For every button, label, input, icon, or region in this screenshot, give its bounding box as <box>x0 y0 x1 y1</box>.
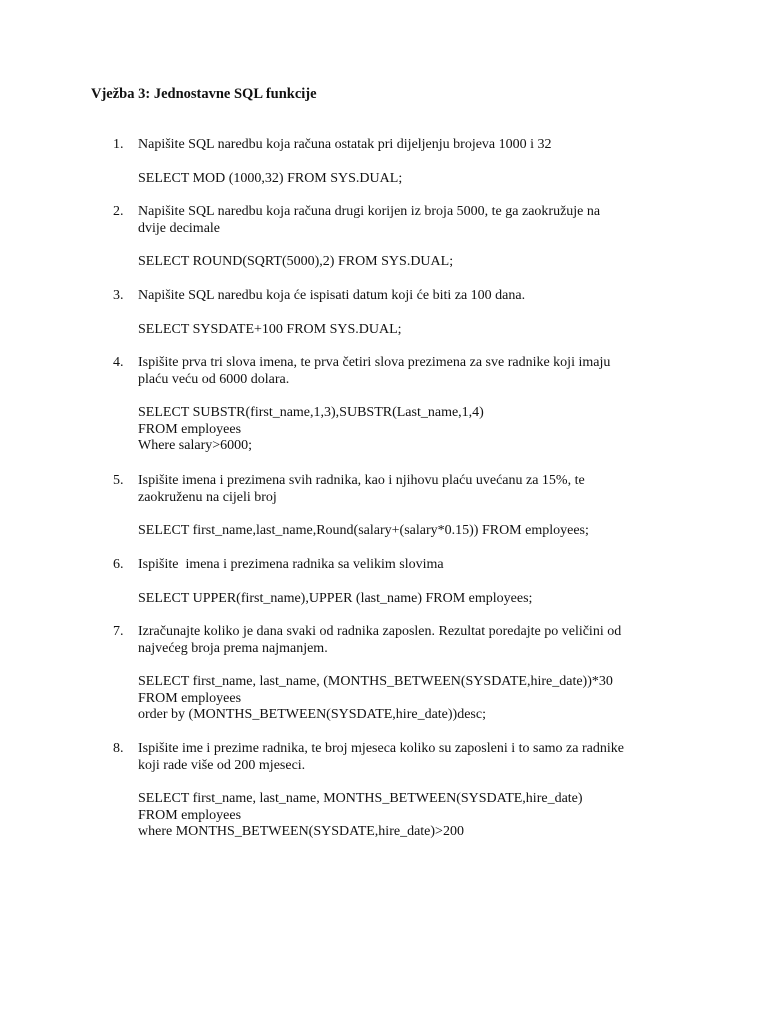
question-line: plaću veću od 6000 dolara. <box>138 371 290 387</box>
exercise-number: 1. <box>113 137 124 152</box>
question-line: koji rade više od 200 mjeseci. <box>138 757 306 773</box>
sql-code <box>138 171 698 188</box>
question-line: Ispišite prva tri slova imena, te prva četiri slova prezimena za sve radnike koji imaju <box>138 355 611 370</box>
code-line: Where salary>6000; <box>138 438 253 453</box>
exercise-question <box>138 473 678 506</box>
exercise-question <box>138 355 678 388</box>
exercise-question <box>138 557 678 574</box>
question-line: Napišite SQL naredbu koja računa ostatak pri dijeljenju brojeva 1000 i 32 <box>138 137 552 152</box>
question-line: dvije decimale <box>138 220 221 236</box>
exercise-question <box>138 624 678 657</box>
exercise-question <box>138 288 678 305</box>
code-line: FROM employees <box>138 690 242 706</box>
code-line: SELECT SUBSTR(first_name,1,3),SUBSTR(Last_name,1,4) <box>138 405 484 420</box>
question-line: Ispišite ime i prezime radnika, te broj mjeseca koliko su zaposleni i to samo za radnike <box>138 741 624 756</box>
question-line: zaokruženu na cijeli broj <box>138 489 277 505</box>
question-line: Ispišite imena i prezimena svih radnika, kao i njihovu plaću uvećanu za 15%, te <box>138 473 585 488</box>
exercise-number: 7. <box>113 624 124 639</box>
sql-code <box>138 523 698 540</box>
sql-code <box>138 405 698 455</box>
sql-code <box>138 674 698 724</box>
exercise-question <box>138 204 678 237</box>
question-line: Napišite SQL naredbu koja računa drugi korijen iz broja 5000, te ga zaokružuje na <box>138 204 601 219</box>
document-title: Vježba 3: Jednostavne SQL funkcije <box>91 86 317 102</box>
exercise-number: 2. <box>113 204 124 219</box>
sql-code <box>138 591 698 608</box>
code-line: SELECT UPPER(first_name),UPPER (last_name) FROM employees; <box>138 591 533 606</box>
sql-code <box>138 322 698 339</box>
code-line: SELECT SYSDATE+100 FROM SYS.DUAL; <box>138 322 402 337</box>
code-line: SELECT MOD (1000,32) FROM SYS.DUAL; <box>138 171 403 186</box>
sql-code <box>138 791 698 841</box>
question-line: Napišite SQL naredbu koja će ispisati datum koji će biti za 100 dana. <box>138 288 526 303</box>
code-line: FROM employees <box>138 807 242 823</box>
question-line: najvećeg broja prema najmanjem. <box>138 640 328 656</box>
exercise-number: 6. <box>113 557 124 572</box>
exercise-question <box>138 137 678 154</box>
exercise-question <box>138 741 678 774</box>
code-line: order by (MONTHS_BETWEEN(SYSDATE,hire_date))desc; <box>138 707 486 722</box>
exercise-number: 4. <box>113 355 124 370</box>
code-line: FROM employees <box>138 421 242 437</box>
question-line: Ispišite imena i prezimena radnika sa velikim slovima <box>138 557 444 572</box>
code-line: where MONTHS_BETWEEN(SYSDATE,hire_date)>200 <box>138 824 464 839</box>
question-line: Izračunajte koliko je dana svaki od radnika zaposlen. Rezultat poredajte po veličini od <box>138 624 622 639</box>
exercise-number: 8. <box>113 741 124 756</box>
code-line: SELECT ROUND(SQRT(5000),2) FROM SYS.DUAL; <box>138 254 454 269</box>
code-line: SELECT first_name, last_name, MONTHS_BETWEEN(SYSDATE,hire_date) <box>138 791 583 806</box>
exercise-number: 5. <box>113 473 124 488</box>
code-line: SELECT first_name,last_name,Round(salary+(salary*0.15)) FROM employees; <box>138 523 589 538</box>
exercise-number: 3. <box>113 288 124 303</box>
code-line: SELECT first_name, last_name, (MONTHS_BETWEEN(SYSDATE,hire_date))*30 <box>138 674 613 689</box>
sql-code <box>138 254 698 271</box>
